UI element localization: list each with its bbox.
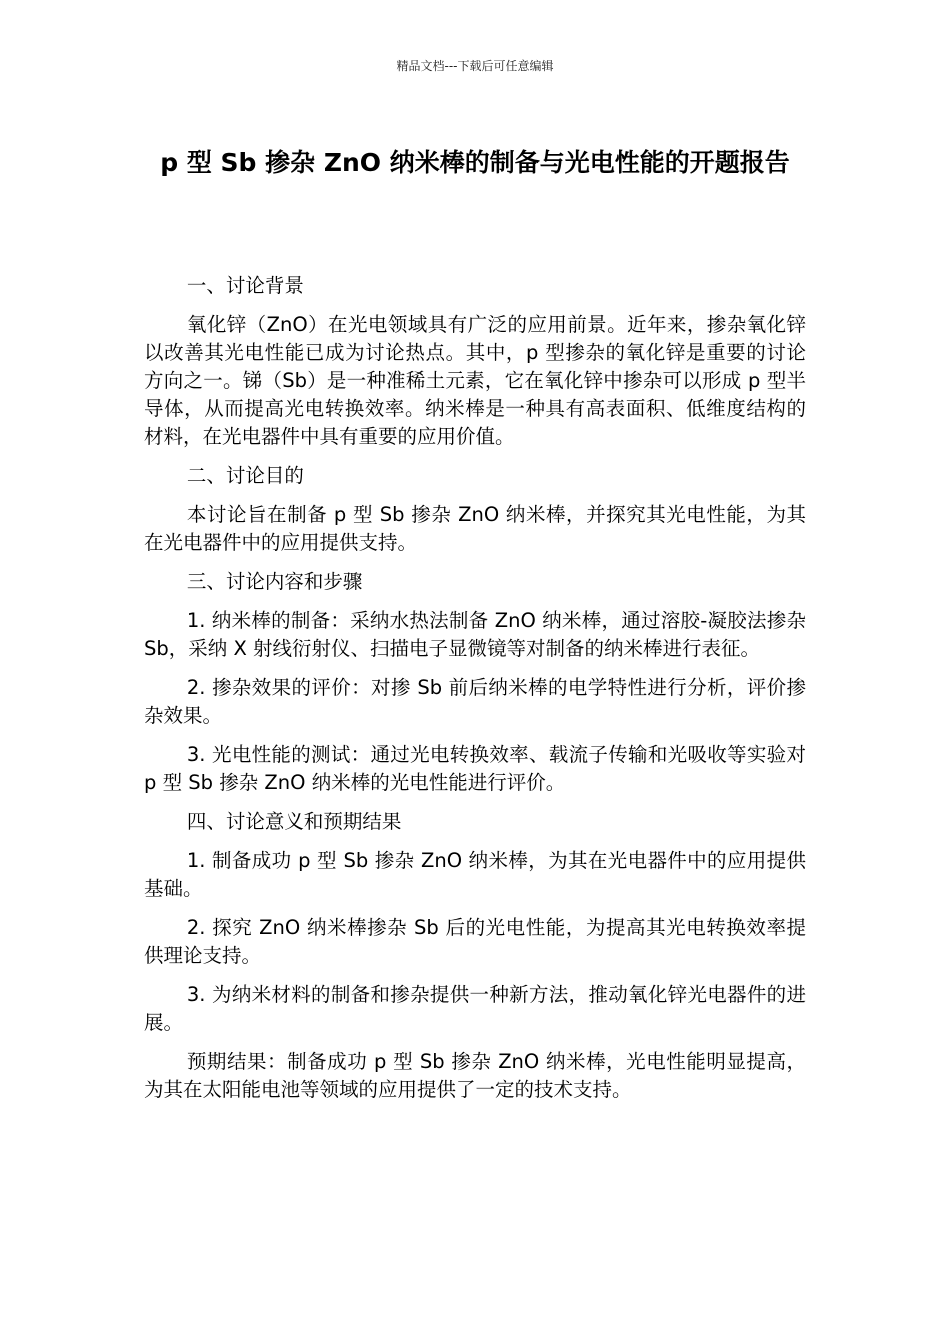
significance-item-2: 2. 探究 ZnO 纳米棒掺杂 Sb 后的光电性能，为提高其光电转换效率提供理论支持。 bbox=[144, 916, 806, 967]
content-item-1: 1. 纳米棒的制备：采纳水热法制备 ZnO 纳米棒，通过溶胶-凝胶法掺杂 Sb，采纳 X 射线衍射仪、扫描电子显微镜等对制备的纳米棒进行表征。 bbox=[144, 609, 806, 660]
header-note: 精品文档---下载后可任意编辑 bbox=[396, 59, 554, 73]
significance-item-3: 3. 为纳米材料的制备和掺杂提供一种新方法，推动氧化锌光电器件的进展。 bbox=[144, 983, 806, 1034]
paragraph-background: 氧化锌（ZnO）在光电领域具有广泛的应用前景。近年来，掺杂氧化锌以改善其光电性能已成为讨论热点。其中，p 型掺杂的氧化锌是重要的讨论方向之一。锑（Sb）是一种准稀土元素，它在氧化锌中掺杂可以形成 p 型半导体，从而提高光电转换效率。纳米棒是一种具有高表面积、低维度结构的材料，在光电器件中具有重要的应用价值。 bbox=[144, 313, 806, 448]
content-item-3: 3. 光电性能的测试：通过光电转换效率、载流子传输和光吸收等实验对 p 型 Sb 掺杂 ZnO 纳米棒的光电性能进行评价。 bbox=[144, 743, 806, 794]
expected-results: 预期结果：制备成功 p 型 Sb 掺杂 ZnO 纳米棒，光电性能明显提高，为其在太阳能电池等领域的应用提供了一定的技术支持。 bbox=[144, 1050, 806, 1101]
significance-item-1: 1. 制备成功 p 型 Sb 掺杂 ZnO 纳米棒，为其在光电器件中的应用提供基础。 bbox=[144, 849, 806, 900]
document-body bbox=[144, 272, 806, 1115]
paragraph-purpose: 本讨论旨在制备 p 型 Sb 掺杂 ZnO 纳米棒，并探究其光电性能，为其在光电器件中的应用提供支持。 bbox=[144, 503, 806, 554]
document-title: p 型 Sb 掺杂 ZnO 纳米棒的制备与光电性能的开题报告 bbox=[160, 148, 790, 177]
content-item-2: 2. 掺杂效果的评价：对掺 Sb 前后纳米棒的电学特性进行分析，评价掺杂效果。 bbox=[144, 676, 806, 727]
section-heading-purpose: 二、讨论目的 bbox=[186, 464, 304, 487]
section-heading-significance: 四、讨论意义和预期结果 bbox=[186, 810, 402, 833]
section-heading-content: 三、讨论内容和步骤 bbox=[186, 570, 363, 593]
section-heading-background: 一、讨论背景 bbox=[186, 274, 304, 297]
